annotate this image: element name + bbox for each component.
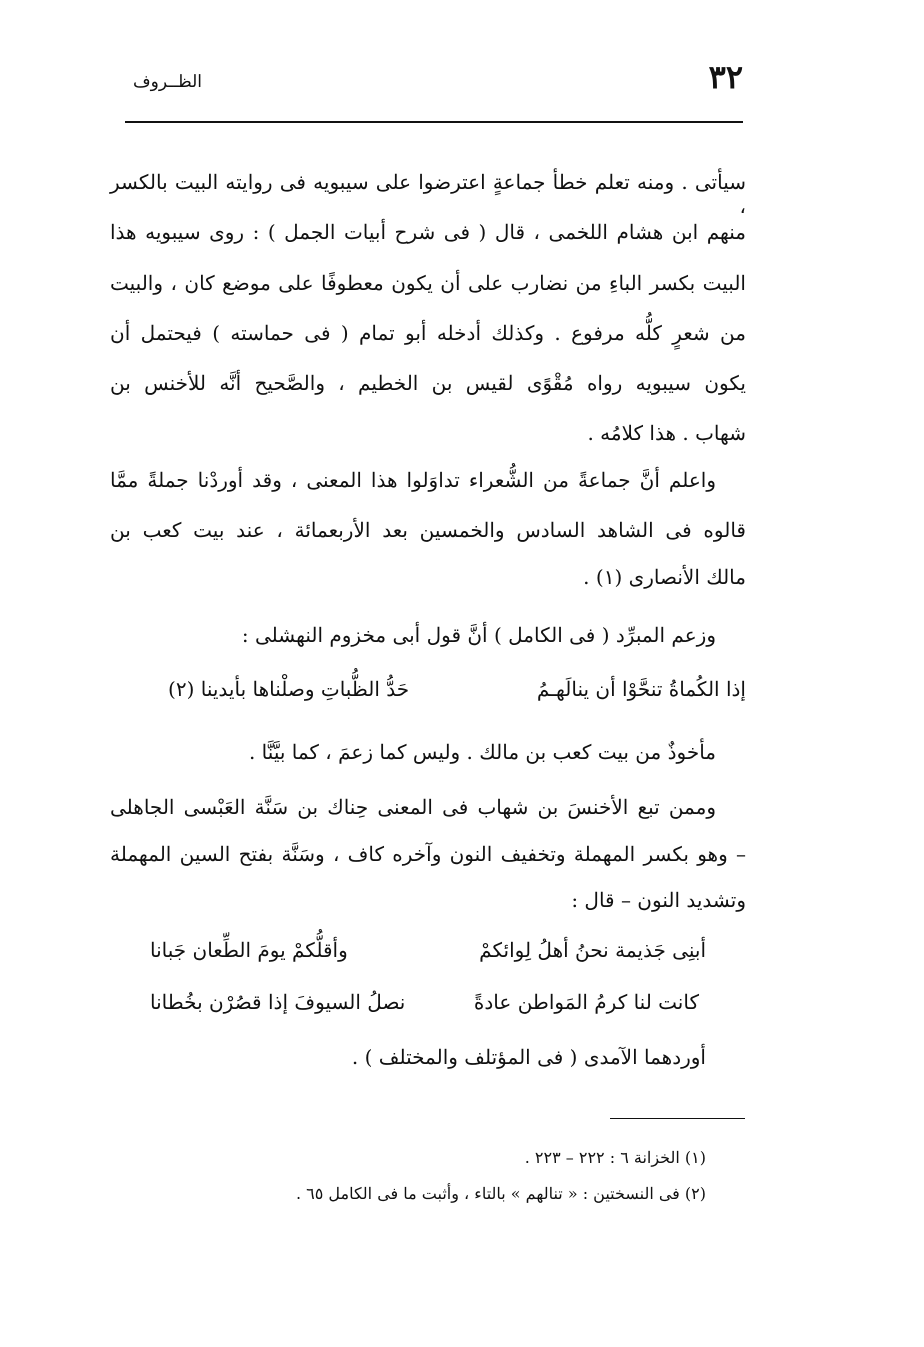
body-line: منهم ابن هشام اللخمى ، قال ( فى شرح أبيات الجمل ) : روى سيبويه هذا [110, 220, 746, 244]
verse-hemistich-right: أبنِى جَذيمة نحنُ أهلُ لِوائكمْ [479, 938, 706, 962]
body-line: قالوه فى الشاهد السادس والخمسين بعد الأربعمائة ، عند بيت كعب بن [110, 518, 746, 542]
body-line: وممن تبع الأخنسَ بن شهاب فى المعنى حِناك بن سَنَّة العَبْسى الجاهلى [110, 795, 716, 819]
body-line: وتشديد النون – قال : [571, 888, 746, 912]
page-header [125, 58, 743, 108]
body-line: سيأتى . ومنه تعلم خطأ جماعةٍ اعترضوا على سيبويه فى روايته البيت بالكسر ، [110, 170, 746, 218]
body-line: يكون سيبويه رواه مُقْوًى لقيس بن الخطيم ، والصَّحيح أنَّه للأخنس بن [110, 371, 746, 395]
body-line: مالك الأنصارى (١) . [583, 565, 746, 589]
header-rule [125, 121, 743, 123]
page-number: ٣٢ [708, 58, 743, 96]
footnote: (١) الخزانة ٦ : ٢٢٢ – ٢٢٣ . [524, 1148, 706, 1167]
verse-hemistich-left: حَدُّ الظُّباتِ وصلْناها بأيدينا (٢) [168, 677, 410, 701]
footnote: (٢) فى النسختين : « تنالهم » بالتاء ، وأثبت ما فى الكامل ٦٥ . [295, 1184, 706, 1203]
body-line: أوردهما الآمدى ( فى المؤتلف والمختلف ) . [351, 1045, 706, 1069]
verse-hemistich-left: نصلُ السيوفَ إذا قصُرْن بخُطانا [150, 990, 406, 1014]
body-line: مأخوذٌ من بيت كعب بن مالك . وليس كما زعمَ ، كما بيَّنَّا . [248, 740, 716, 764]
body-line: – وهو بكسر المهملة وتخفيف النون وآخره كاف ، وسَنَّة بفتح السين المهملة [110, 842, 746, 866]
running-title: الظــروف [133, 72, 203, 92]
body-line: البيت بكسر الباءِ من نضارب على أن يكون معطوفًا على موضع كان ، والبيت [110, 271, 746, 295]
verse-hemistich-right: إذا الكُماةُ تنحَّوْا أن ينالَهـمُ [536, 677, 746, 701]
verse-hemistich-right: كانت لنا كرمُ المَواطن عادةً [473, 990, 699, 1014]
verse-hemistich-left: وأقلُّكمْ يومَ الطِّعان جَبانا [150, 938, 348, 962]
body-line: وزعم المبرِّد ( فى الكامل ) أنَّ قول أبى مخزوم النهشلى : [241, 623, 716, 647]
footnote-rule [610, 1118, 745, 1119]
body-line: واعلم أنَّ جماعةً من الشُّعراء تداوَلوا هذا المعنى ، وقد أوردْنا جملةً ممَّا [110, 468, 716, 492]
body-line: شهاب . هذا كلامُه . [587, 421, 746, 445]
body-line: من شعرٍ كلُّه مرفوع . وكذلك أدخله أبو تمام ( فى حماسته ) فيحتمل أن [110, 321, 746, 345]
